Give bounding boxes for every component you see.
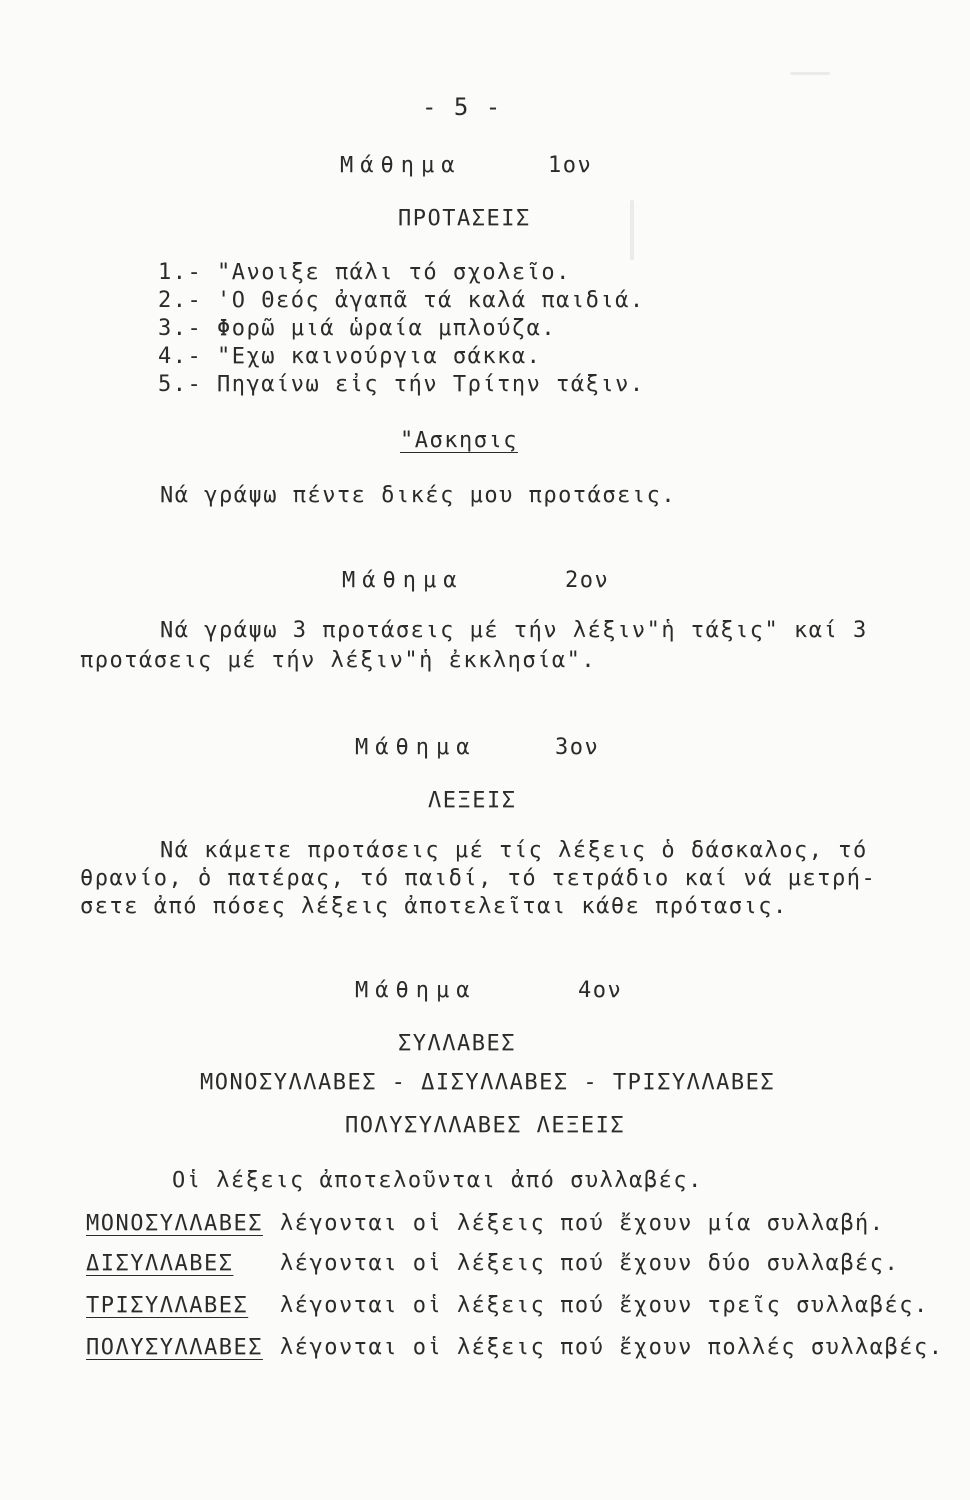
lesson4-title: ΣΥΛΛΑΒΕΣ <box>398 1031 516 1056</box>
lesson4-heading: Μάθημα <box>355 978 477 1003</box>
lesson2-heading: Μάθημα <box>342 568 464 593</box>
lesson1-sentence: 3.- Φορῶ μιά ὡραία μπλούζα. <box>158 316 557 341</box>
exercise-title: "Ασκησις <box>400 428 518 453</box>
exercise-text: Νά γράψω πέντε δικές μου προτάσεις. <box>160 483 677 508</box>
lesson1-subtitle: ΠΡΟΤΑΣΕΙΣ <box>398 206 531 231</box>
lesson1-sentence: 4.- "Εχω καινούργια σάκκα. <box>158 344 542 369</box>
lesson3-heading: Μάθημα <box>355 735 477 760</box>
lesson4-title: ΜΟΝΟΣΥΛΛΑΒΕΣ - ΔΙΣΥΛΛΑΒΕΣ - ΤΡΙΣΥΛΛΑΒΕΣ <box>200 1070 776 1095</box>
definition-term: ΤΡΙΣΥΛΛΑΒΕΣ <box>86 1293 249 1318</box>
lesson1-sentence: 2.- 'Ο Θεός ἀγαπᾶ τά καλά παιδιά. <box>158 288 645 313</box>
lesson4-title: ΠΟΛΥΣΥΛΛΑΒΕΣ ΛΕΞΕΙΣ <box>345 1113 626 1138</box>
lesson3-subtitle: ΛΕΞΕΙΣ <box>428 788 517 813</box>
lesson3-text-line: θρανίο, ὁ πατέρας, τό παιδί, τό τετράδιο καί νά μετρή- <box>80 866 877 891</box>
lesson4-intro: Οἱ λέξεις ἀποτελοῦνται ἀπό συλλαβές. <box>172 1168 703 1193</box>
definition-text: λέγονται οἱ λέξεις πού ἔχουν μία συλλαβή. <box>280 1211 885 1236</box>
definition-text: λέγονται οἱ λέξεις πού ἔχουν τρεῖς συλλαβές. <box>280 1293 929 1318</box>
definition-text: λέγονται οἱ λέξεις πού ἔχουν πολλές συλλαβές. <box>280 1335 944 1360</box>
definition-term: ΜΟΝΟΣΥΛΛΑΒΕΣ <box>86 1211 263 1236</box>
lesson3-number: 3ον <box>555 735 600 760</box>
lesson4-number: 4ον <box>578 978 623 1003</box>
lesson3-text-line: Νά κάμετε προτάσεις μέ τίς λέξεις ὁ δάσκαλος, τό <box>160 838 868 863</box>
lesson3-text-line: σετε ἀπό πόσες λέξεις ἀποτελεῖται κάθε πρότασις. <box>80 894 788 919</box>
lesson2-number: 2ον <box>565 568 610 593</box>
scan-smudge <box>630 200 634 260</box>
lesson2-text-line: Νά γράψω 3 προτάσεις μέ τήν λέξιν"ἡ τάξις" καί 3 <box>160 618 868 643</box>
definition-term: ΠΟΛΥΣΥΛΛΑΒΕΣ <box>86 1335 263 1360</box>
page-number: - 5 - <box>422 93 502 121</box>
lesson1-sentence: 5.- Πηγαίνω εἰς τήν Τρίτην τάξιν. <box>158 372 645 397</box>
definition-term: ΔΙΣΥΛΛΑΒΕΣ <box>86 1251 234 1276</box>
lesson2-text-line: προτάσεις μέ τήν λέξιν"ἡ ἐκκλησία". <box>80 648 597 673</box>
lesson1-sentence: 1.- "Ανοιξε πάλι τό σχολεῖο. <box>158 260 571 285</box>
definition-text: λέγονται οἱ λέξεις πού ἔχουν δύο συλλαβές. <box>280 1251 900 1276</box>
lesson1-number: 1ον <box>548 153 593 178</box>
lesson1-heading: Μάθημα <box>340 153 462 178</box>
scan-smudge <box>790 72 830 75</box>
